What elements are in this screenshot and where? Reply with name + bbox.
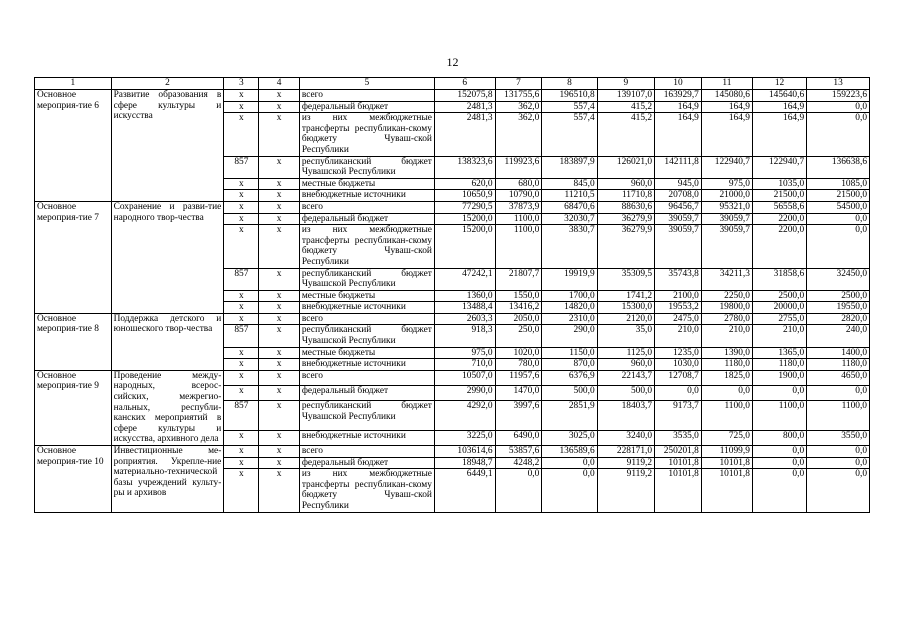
cell-code: х — [224, 359, 259, 371]
value-cell: 19553,2 — [655, 302, 702, 314]
value-cell: 54500,0 — [807, 201, 870, 213]
funding-source: внебюджетные источники — [299, 190, 434, 202]
cell-code: х — [259, 359, 299, 371]
funding-source: из них межбюджетные трансферты республикан-скому бюджету Чуваш-ской Республики — [299, 469, 434, 512]
cell-code: х — [224, 201, 259, 213]
cell-code: х — [259, 386, 299, 401]
value-cell: 22143,7 — [597, 370, 654, 385]
value-cell: 1470,0 — [495, 386, 542, 401]
value-cell: 918,3 — [434, 325, 495, 347]
value-cell: 240,0 — [807, 325, 870, 347]
value-cell: 103614,6 — [434, 446, 495, 458]
value-cell: 4650,0 — [807, 370, 870, 385]
value-cell: 1700,0 — [542, 290, 597, 302]
value-cell: 164,9 — [752, 101, 806, 113]
value-cell: 0,0 — [807, 469, 870, 512]
value-cell: 163929,7 — [655, 90, 702, 102]
value-cell: 196510,8 — [542, 90, 597, 102]
cell-code: х — [224, 178, 259, 190]
funding-source: внебюджетные источники — [299, 430, 434, 445]
measure-description: Сохранение и разви-тие народного твор-чества — [111, 201, 224, 313]
value-cell: 1550,0 — [495, 290, 542, 302]
cell-code: 857 — [224, 325, 259, 347]
value-cell: 960,0 — [597, 178, 654, 190]
value-cell: 1150,0 — [542, 347, 597, 359]
value-cell: 2820,0 — [807, 313, 870, 325]
cell-code: 857 — [224, 156, 259, 178]
value-cell: 145080,6 — [701, 90, 752, 102]
value-cell: 725,0 — [701, 430, 752, 445]
value-cell: 47242,1 — [434, 268, 495, 290]
value-cell: 1180,0 — [701, 359, 752, 371]
value-cell: 0,0 — [752, 386, 806, 401]
value-cell: 975,0 — [434, 347, 495, 359]
value-cell: 680,0 — [495, 178, 542, 190]
value-cell: 557,4 — [542, 113, 597, 156]
value-cell: 10650,9 — [434, 190, 495, 202]
value-cell: 11957,6 — [495, 370, 542, 385]
value-cell: 250201,8 — [655, 446, 702, 458]
value-cell: 164,9 — [701, 113, 752, 156]
cell-code: х — [259, 113, 299, 156]
value-cell: 2200,0 — [752, 225, 806, 268]
cell-code: х — [259, 201, 299, 213]
funding-source: федеральный бюджет — [299, 213, 434, 225]
value-cell: 34211,3 — [701, 268, 752, 290]
value-cell: 2050,0 — [495, 313, 542, 325]
value-cell: 2500,0 — [752, 290, 806, 302]
table-row — [35, 446, 870, 458]
funding-source: местные бюджеты — [299, 347, 434, 359]
value-cell: 56558,6 — [752, 201, 806, 213]
funding-source: республиканский бюджет Чувашской Республики — [299, 268, 434, 290]
value-cell: 10101,8 — [701, 457, 752, 469]
value-cell: 9119,2 — [597, 457, 654, 469]
value-cell: 960,0 — [597, 359, 654, 371]
value-cell: 3225,0 — [434, 430, 495, 445]
value-cell: 2100,0 — [655, 290, 702, 302]
value-cell: 19919,9 — [542, 268, 597, 290]
value-cell: 13416,2 — [495, 302, 542, 314]
value-cell: 164,9 — [655, 101, 702, 113]
cell-code: х — [259, 313, 299, 325]
column-header: 10 — [655, 78, 702, 90]
value-cell: 2475,0 — [655, 313, 702, 325]
cell-code: х — [259, 178, 299, 190]
value-cell: 39059,7 — [655, 225, 702, 268]
value-cell: 1235,0 — [655, 347, 702, 359]
value-cell: 136589,6 — [542, 446, 597, 458]
measure-description: Проведение между-народных, всерос-сийских, межрегио-нальных, республи-канских мероприятий в сфере культуры и искусства, архивного дела — [111, 370, 224, 445]
value-cell: 1100,0 — [752, 401, 806, 430]
cell-code: х — [224, 101, 259, 113]
value-cell: 36279,9 — [597, 213, 654, 225]
value-cell: 10507,0 — [434, 370, 495, 385]
value-cell: 3550,0 — [807, 430, 870, 445]
cell-code: х — [224, 313, 259, 325]
cell-code: 857 — [224, 268, 259, 290]
value-cell: 557,4 — [542, 101, 597, 113]
value-cell: 415,2 — [597, 101, 654, 113]
value-cell: 68470,6 — [542, 201, 597, 213]
value-cell: 6490,0 — [495, 430, 542, 445]
value-cell: 12708,7 — [655, 370, 702, 385]
value-cell: 1100,0 — [495, 225, 542, 268]
value-cell: 35309,5 — [597, 268, 654, 290]
funding-source: всего — [299, 370, 434, 385]
value-cell: 0,0 — [807, 101, 870, 113]
table-row — [35, 201, 870, 213]
value-cell: 0,0 — [807, 446, 870, 458]
value-cell: 21500,0 — [807, 190, 870, 202]
cell-code: х — [224, 90, 259, 102]
cell-code: х — [259, 101, 299, 113]
value-cell: 96456,7 — [655, 201, 702, 213]
value-cell: 1035,0 — [752, 178, 806, 190]
value-cell: 11210,5 — [542, 190, 597, 202]
value-cell: 290,0 — [542, 325, 597, 347]
funding-source: местные бюджеты — [299, 178, 434, 190]
funding-source: всего — [299, 313, 434, 325]
column-header: 9 — [597, 78, 654, 90]
value-cell: 2990,0 — [434, 386, 495, 401]
value-cell: 780,0 — [495, 359, 542, 371]
value-cell: 164,9 — [701, 101, 752, 113]
funding-source: республиканский бюджет Чувашской Республики — [299, 325, 434, 347]
value-cell: 0,0 — [542, 469, 597, 512]
value-cell: 0,0 — [807, 225, 870, 268]
value-cell: 3997,6 — [495, 401, 542, 430]
measure-name: Основное мероприя-тие 10 — [35, 446, 112, 513]
value-cell: 53857,6 — [495, 446, 542, 458]
value-cell: 39059,7 — [655, 213, 702, 225]
cell-code: х — [224, 370, 259, 385]
cell-code: х — [259, 430, 299, 445]
value-cell: 250,0 — [495, 325, 542, 347]
funding-source: всего — [299, 201, 434, 213]
value-cell: 2755,0 — [752, 313, 806, 325]
value-cell: 152075,8 — [434, 90, 495, 102]
cell-code: х — [224, 446, 259, 458]
value-cell: 500,0 — [542, 386, 597, 401]
value-cell: 0,0 — [807, 386, 870, 401]
value-cell: 21000,0 — [701, 190, 752, 202]
value-cell: 4248,2 — [495, 457, 542, 469]
funding-source: федеральный бюджет — [299, 101, 434, 113]
value-cell: 3240,0 — [597, 430, 654, 445]
column-header: 8 — [542, 78, 597, 90]
value-cell: 1360,0 — [434, 290, 495, 302]
table-row — [35, 370, 870, 385]
value-cell: 2120,0 — [597, 313, 654, 325]
value-cell: 362,0 — [495, 101, 542, 113]
value-cell: 0,0 — [807, 457, 870, 469]
value-cell: 1100,0 — [701, 401, 752, 430]
value-cell: 0,0 — [655, 386, 702, 401]
cell-code: х — [259, 190, 299, 202]
value-cell: 18403,7 — [597, 401, 654, 430]
column-header: 4 — [259, 78, 299, 90]
value-cell: 362,0 — [495, 113, 542, 156]
cell-code: х — [259, 90, 299, 102]
cell-code: х — [224, 347, 259, 359]
value-cell: 1085,0 — [807, 178, 870, 190]
column-header: 13 — [807, 78, 870, 90]
value-cell: 2200,0 — [752, 213, 806, 225]
value-cell: 131755,6 — [495, 90, 542, 102]
value-cell: 1030,0 — [655, 359, 702, 371]
funding-source: внебюджетные источники — [299, 359, 434, 371]
value-cell: 20000,0 — [752, 302, 806, 314]
cell-code: х — [224, 213, 259, 225]
measure-name: Основное мероприя-тие 9 — [35, 370, 112, 445]
cell-code: х — [224, 113, 259, 156]
cell-code: х — [259, 156, 299, 178]
cell-code: х — [224, 386, 259, 401]
column-header: 5 — [299, 78, 434, 90]
measure-name: Основное мероприя-тие 8 — [35, 313, 112, 370]
value-cell: 39059,7 — [701, 213, 752, 225]
value-cell: 2481,3 — [434, 113, 495, 156]
value-cell: 20708,0 — [655, 190, 702, 202]
value-cell: 11710,8 — [597, 190, 654, 202]
value-cell: 1020,0 — [495, 347, 542, 359]
table-row — [35, 90, 870, 102]
value-cell: 32450,0 — [807, 268, 870, 290]
value-cell: 1125,0 — [597, 347, 654, 359]
column-header: 6 — [434, 78, 495, 90]
value-cell: 3535,0 — [655, 430, 702, 445]
cell-code: х — [259, 469, 299, 512]
value-cell: 500,0 — [597, 386, 654, 401]
cell-code: х — [224, 430, 259, 445]
cell-code: х — [259, 457, 299, 469]
value-cell: 32030,7 — [542, 213, 597, 225]
value-cell: 142111,8 — [655, 156, 702, 178]
value-cell: 119923,6 — [495, 156, 542, 178]
value-cell: 2603,3 — [434, 313, 495, 325]
funding-source: федеральный бюджет — [299, 386, 434, 401]
cell-code: х — [259, 370, 299, 385]
table-row — [35, 313, 870, 325]
value-cell: 2500,0 — [807, 290, 870, 302]
value-cell: 710,0 — [434, 359, 495, 371]
value-cell: 10101,8 — [655, 457, 702, 469]
value-cell: 1825,0 — [701, 370, 752, 385]
value-cell: 88630,6 — [597, 201, 654, 213]
value-cell: 15200,0 — [434, 213, 495, 225]
value-cell: 1180,0 — [752, 359, 806, 371]
value-cell: 21807,7 — [495, 268, 542, 290]
value-cell: 0,0 — [495, 469, 542, 512]
cell-code: 857 — [224, 401, 259, 430]
measure-name: Основное мероприя-тие 6 — [35, 90, 112, 202]
value-cell: 35,0 — [597, 325, 654, 347]
value-cell: 0,0 — [752, 469, 806, 512]
cell-code: х — [259, 446, 299, 458]
value-cell: 77290,5 — [434, 201, 495, 213]
cell-code: х — [224, 457, 259, 469]
value-cell: 10790,0 — [495, 190, 542, 202]
value-cell: 19800,0 — [701, 302, 752, 314]
value-cell: 122940,7 — [701, 156, 752, 178]
value-cell: 10101,8 — [701, 469, 752, 512]
budget-table — [34, 77, 870, 513]
value-cell: 39059,7 — [701, 225, 752, 268]
value-cell: 6376,9 — [542, 370, 597, 385]
cell-code: х — [224, 190, 259, 202]
value-cell: 11099,9 — [701, 446, 752, 458]
value-cell: 620,0 — [434, 178, 495, 190]
value-cell: 1400,0 — [807, 347, 870, 359]
value-cell: 15300,0 — [597, 302, 654, 314]
value-cell: 210,0 — [701, 325, 752, 347]
funding-source: республиканский бюджет Чувашской Республики — [299, 401, 434, 430]
value-cell: 9119,2 — [597, 469, 654, 512]
measure-description: Развитие образования в сфере культуры и искусства — [111, 90, 224, 202]
value-cell: 145640,6 — [752, 90, 806, 102]
header-row — [35, 78, 870, 90]
value-cell: 13488,4 — [434, 302, 495, 314]
value-cell: 138323,6 — [434, 156, 495, 178]
value-cell: 35743,8 — [655, 268, 702, 290]
value-cell: 0,0 — [701, 386, 752, 401]
value-cell: 800,0 — [752, 430, 806, 445]
value-cell: 945,0 — [655, 178, 702, 190]
column-header: 2 — [111, 78, 224, 90]
cell-code: х — [259, 401, 299, 430]
value-cell: 15200,0 — [434, 225, 495, 268]
value-cell: 31858,6 — [752, 268, 806, 290]
value-cell: 164,9 — [655, 113, 702, 156]
column-header: 12 — [752, 78, 806, 90]
value-cell: 210,0 — [655, 325, 702, 347]
value-cell: 0,0 — [807, 213, 870, 225]
value-cell: 14820,0 — [542, 302, 597, 314]
value-cell: 122940,7 — [752, 156, 806, 178]
funding-source: федеральный бюджет — [299, 457, 434, 469]
value-cell: 21500,0 — [752, 190, 806, 202]
column-header: 1 — [35, 78, 112, 90]
value-cell: 36279,9 — [597, 225, 654, 268]
cell-code: х — [224, 290, 259, 302]
value-cell: 0,0 — [752, 457, 806, 469]
value-cell: 1900,0 — [752, 370, 806, 385]
value-cell: 4292,0 — [434, 401, 495, 430]
value-cell: 1180,0 — [807, 359, 870, 371]
cell-code: х — [259, 302, 299, 314]
value-cell: 415,2 — [597, 113, 654, 156]
funding-source: всего — [299, 446, 434, 458]
cell-code: х — [259, 268, 299, 290]
value-cell: 10101,8 — [655, 469, 702, 512]
value-cell: 1100,0 — [495, 213, 542, 225]
measure-description: Поддержка детского и юношеского твор-чества — [111, 313, 224, 370]
column-header: 11 — [701, 78, 752, 90]
funding-source: из них межбюджетные трансферты республикан-скому бюджету Чуваш-ской Республики — [299, 113, 434, 156]
value-cell: 1365,0 — [752, 347, 806, 359]
value-cell: 975,0 — [701, 178, 752, 190]
value-cell: 6449,1 — [434, 469, 495, 512]
measure-description: Инвестиционные ме-роприятия. Укрепле-ние материально-технической базы учреждений культу-ры и архивов — [111, 446, 224, 513]
value-cell: 136638,6 — [807, 156, 870, 178]
value-cell: 9173,7 — [655, 401, 702, 430]
value-cell: 2780,0 — [701, 313, 752, 325]
cell-code: х — [259, 347, 299, 359]
funding-source: из них межбюджетные трансферты республикан-скому бюджету Чуваш-ской Республики — [299, 225, 434, 268]
value-cell: 2310,0 — [542, 313, 597, 325]
value-cell: 159223,6 — [807, 90, 870, 102]
value-cell: 228171,0 — [597, 446, 654, 458]
value-cell: 845,0 — [542, 178, 597, 190]
value-cell: 870,0 — [542, 359, 597, 371]
cell-code: х — [259, 325, 299, 347]
value-cell: 139107,0 — [597, 90, 654, 102]
value-cell: 3025,0 — [542, 430, 597, 445]
value-cell: 19550,0 — [807, 302, 870, 314]
column-header: 7 — [495, 78, 542, 90]
value-cell: 0,0 — [542, 457, 597, 469]
value-cell: 1390,0 — [701, 347, 752, 359]
value-cell: 126021,0 — [597, 156, 654, 178]
value-cell: 0,0 — [807, 113, 870, 156]
value-cell: 2851,9 — [542, 401, 597, 430]
value-cell: 0,0 — [752, 446, 806, 458]
value-cell: 2481,3 — [434, 101, 495, 113]
value-cell: 183897,9 — [542, 156, 597, 178]
cell-code: х — [259, 213, 299, 225]
funding-source: внебюджетные источники — [299, 302, 434, 314]
value-cell: 2250,0 — [701, 290, 752, 302]
value-cell: 37873,9 — [495, 201, 542, 213]
cell-code: х — [224, 469, 259, 512]
value-cell: 1741,2 — [597, 290, 654, 302]
cell-code: х — [224, 302, 259, 314]
page-number: 12 — [446, 55, 459, 69]
cell-code: х — [259, 225, 299, 268]
funding-source: местные бюджеты — [299, 290, 434, 302]
measure-name: Основное мероприя-тие 7 — [35, 201, 112, 313]
value-cell: 164,9 — [752, 113, 806, 156]
column-header: 3 — [224, 78, 259, 90]
cell-code: х — [259, 290, 299, 302]
funding-source: республиканский бюджет Чувашской Республики — [299, 156, 434, 178]
value-cell: 18948,7 — [434, 457, 495, 469]
value-cell: 3830,7 — [542, 225, 597, 268]
funding-source: всего — [299, 90, 434, 102]
value-cell: 1100,0 — [807, 401, 870, 430]
cell-code: х — [224, 225, 259, 268]
value-cell: 210,0 — [752, 325, 806, 347]
value-cell: 95321,0 — [701, 201, 752, 213]
